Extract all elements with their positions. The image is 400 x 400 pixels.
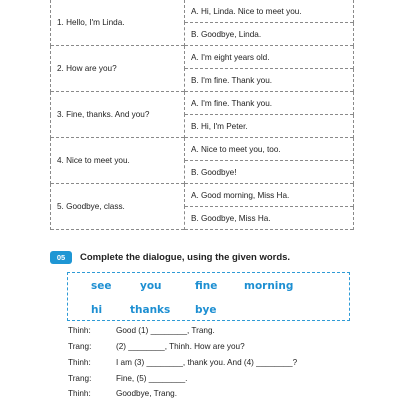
word-fine: fine	[195, 280, 218, 292]
speaker-label: Trang:	[68, 342, 92, 351]
word-box	[67, 272, 350, 321]
dialogue-text: Goodbye, Trang.	[116, 389, 177, 398]
option-3a: A. I'm fine. Thank you.	[185, 92, 354, 115]
dialogue-line-2	[68, 342, 245, 351]
word-bye: bye	[195, 304, 217, 316]
exercise-number-badge: 05	[50, 251, 72, 264]
speaker-label: Thinh:	[68, 358, 91, 367]
question-4: 4. Nice to meet you.	[51, 138, 185, 184]
dialogue-text: Good (1) ________, Trang.	[116, 326, 215, 335]
option-2a: A. I'm eight years old.	[185, 46, 354, 69]
speaker-label: Thinh:	[68, 326, 91, 335]
option-4b: B. Goodbye!	[185, 161, 354, 184]
dialogue-text: (2) ________, Thinh. How are you?	[116, 342, 245, 351]
option-1b: B. Goodbye, Linda.	[185, 23, 354, 46]
dialogue-line-4	[68, 374, 187, 383]
dialogue-text: Fine, (5) ________.	[116, 374, 188, 383]
speaker-label: Thinh:	[68, 389, 91, 398]
question-1: 1. Hello, I'm Linda.	[51, 0, 185, 46]
option-3b: B. Hi, I'm Peter.	[185, 115, 354, 138]
matching-table	[50, 0, 354, 230]
option-5b: B. Goodbye, Miss Ha.	[185, 207, 354, 230]
question-2: 2. How are you?	[51, 46, 185, 92]
option-4a: A. Nice to meet you, too.	[185, 138, 354, 161]
dialogue-text: I am (3) ________, thank you. And (4) ________?	[116, 358, 298, 367]
option-1a: A. Hi, Linda. Nice to meet you.	[185, 0, 354, 23]
option-5a: A. Good morning, Miss Ha.	[185, 184, 354, 207]
exercise-title: Complete the dialogue, using the given words.	[80, 251, 291, 263]
dialogue-line-5	[68, 389, 177, 398]
option-2b: B. I'm fine. Thank you.	[185, 69, 354, 92]
dialogue-line-1	[68, 326, 215, 335]
exercise-header	[50, 250, 290, 264]
question-3: 3. Fine, thanks. And you?	[51, 92, 185, 138]
word-you: you	[140, 280, 162, 292]
word-morning: morning	[244, 280, 294, 292]
dialogue-line-3	[68, 358, 297, 367]
speaker-label: Trang:	[68, 374, 92, 383]
word-thanks: thanks	[130, 304, 171, 316]
question-5: 5. Goodbye, class.	[51, 184, 185, 230]
word-hi: hi	[91, 304, 103, 316]
word-see: see	[91, 280, 112, 292]
